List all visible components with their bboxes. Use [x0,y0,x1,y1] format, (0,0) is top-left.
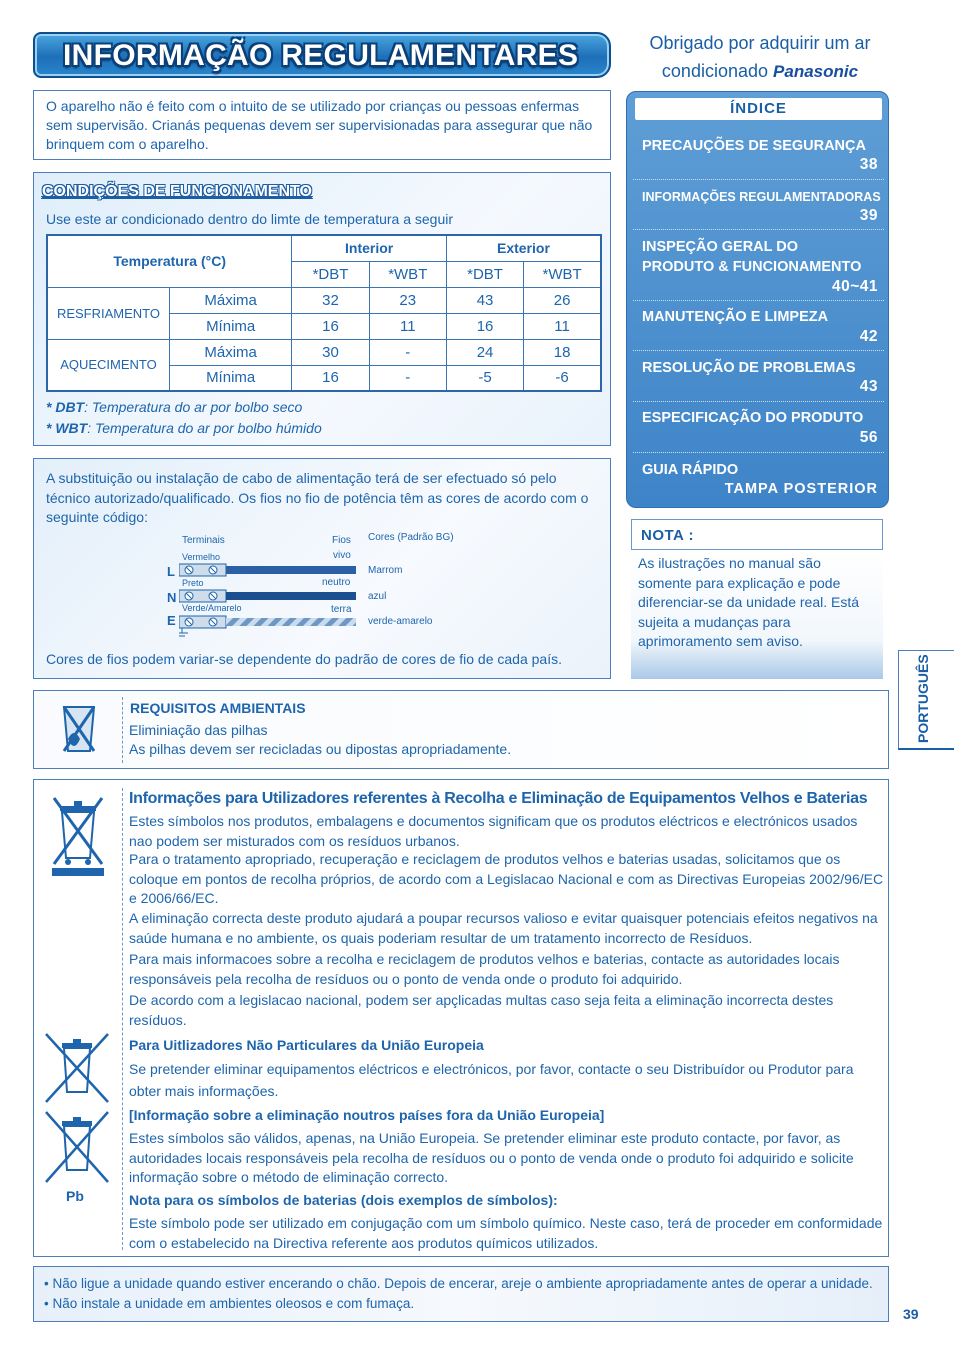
index-item-page: 43 [859,378,878,395]
battery-weee-icon [42,1110,112,1186]
operating-conditions-box [33,172,611,446]
note-text: : Temperatura do ar por bolbo seco [84,399,303,415]
outside-heading: [Informação sobre a eliminação noutros países fora da União Europeia] [129,1107,605,1123]
pb-label: Pb [66,1188,84,1204]
letter-n: N [167,590,177,605]
conditions-subtitle: Use este ar condicionado dentro do limte de temperatura a seguir [46,211,454,227]
col-header: *DBT [446,261,523,287]
index-item-label: MANUTENÇÃO E LIMPEZA [642,309,829,325]
note-wbt [46,418,322,439]
wiring-diagram-icon [179,559,359,639]
bg-color-n: azul [368,591,387,602]
wire-e: terra [331,604,352,615]
terminals-label: Terminais [182,535,225,546]
index-item-regulatory[interactable] [633,185,884,225]
index-item-page: TAMPA POSTERIOR [724,481,878,497]
page-title: INFORMAÇÃO REGULAMENTARES [63,39,579,72]
index-item-page: 56 [859,429,878,446]
terminal-color-e: Verde/Amarelo [182,603,242,613]
terminal-color-l: Vermelho [182,552,221,562]
letter-e: E [167,613,176,628]
weee-bin-icon-2 [42,1032,112,1104]
intro-text: O aparelho não é feito com o intuito de se utilizado por crianças ou pessoas enfermas sem supervisão. Crianás pequenas devem ser supervisionadas para assegurar que não brinquem com o aparelho. [46,98,593,152]
max-label: Máxima [169,339,291,365]
environment-line-1: Eliminiação das pilhas [129,722,268,738]
wires-label: Fios [332,535,351,546]
disposal-paragraph: A eliminação correcta deste produto ajudará a poupar recursos valioso e evitar quaisquer potenciais efeitos negativos na saúde humana e no ambiente, os quais poderiam resultar de um tratamento incorrecto de Resíduos. [129,910,878,946]
index-item-label: ESPECIFICAÇÃO DO PRODUTO [642,410,864,426]
note-key: * DBT [46,399,85,415]
max-label: Máxima [169,287,291,313]
table-cell: 11 [369,313,446,339]
interior-header: Interior [292,235,447,261]
thanks-note [630,29,890,86]
table-cell: 43 [446,287,523,313]
index-panel [626,91,889,508]
disposal-paragraph: Estes símbolos nos produtos, embalagens e documentos significam que os produtos eléctricos e electrónicos usados nao podem ser misturados com os resíduos urbanos. [129,813,858,849]
business-text: Se pretender eliminar equipamentos eléctricos e electrónicos, por favor, contacte o seu Distribuídor ou Produtor para obter mais informações. [129,1061,854,1099]
table-cell: 30 [292,339,369,365]
table-cell: 18 [524,339,601,365]
note-key: * WBT [46,420,88,436]
cooling-label: RESFRIAMENTO [47,287,169,339]
colors-header: Cores (Padrão BG) [368,532,454,543]
index-item-label: INSPEÇÃO GERAL DO [642,239,799,255]
divider [122,788,123,1250]
outside-text: Estes símbolos são válidos, apenas, na União Europeia. Se pretender eliminar este produto contacte, por favor, as autoridades locais responsáveis pela recolha de resíduos ou o ponto de venda onde o produto foi adquirido e solicite informação sobre o método de eliminação correcto. [129,1130,854,1185]
divider [122,697,123,763]
table-row [47,287,601,313]
col-header: *WBT [369,261,446,287]
nota-text: As ilustrações no manual são somente para explicação e pode diferenciar-se da unidade real. Está sujeita a mudanças para aprimoramento sem aviso. [638,555,860,649]
table-cell: -5 [446,365,523,391]
table-cell: 24 [446,339,523,365]
index-item-page: 42 [859,328,878,345]
terminal-color-n: Preto [182,578,204,588]
index-item-troubleshooting[interactable] [633,357,884,399]
nota-body [631,550,883,679]
environment-line-2: As pilhas devem ser recicladas ou dipostas apropriadamente. [129,741,512,757]
intro-box [33,90,611,160]
index-item-quick-guide[interactable] [633,459,884,501]
temperature-table [46,234,602,392]
footer-notes [33,1266,889,1322]
index-item-page: 40~41 [831,278,878,295]
bg-color-e: verde-amarelo [368,616,433,627]
environment-heading: REQUISITOS AMBIENTAIS [130,700,306,716]
title-banner [33,32,611,78]
disposal-paragraph: Para mais informacoes sobre a recolha e reciclagem de produtos velhos e baterias, contacte as autoridades locais responsáveis pela recolha de resíduos ou o ponto de venda onde o produto foi adquirido. [129,951,840,987]
bg-color-l: Marrom [368,565,403,576]
index-item-label: INFORMAÇÕES REGULAMENTADORAS [642,190,881,204]
table-cell: 16 [446,313,523,339]
col-header: *WBT [524,261,601,287]
table-row [47,339,601,365]
conditions-title: CONDIÇÕES DE FUNCIONAMENTO [42,183,312,200]
letter-l: L [167,564,175,579]
language-tab [898,650,954,750]
table-cell: 32 [292,287,369,313]
table-cell: 26 [524,287,601,313]
battery-heading: Nota para os símbolos de baterias (dois exemplos de símbolos): [129,1192,558,1208]
environment-box [33,690,889,769]
table-cell: - [369,339,446,365]
nota-header [631,519,883,550]
wiring-box [33,458,611,679]
thanks-line-1: Obrigado por adquirir um ar [649,33,871,53]
battery-bin-icon [56,699,102,759]
index-item-specification[interactable] [633,407,884,449]
nota-heading: NOTA : [641,527,694,544]
thanks-line-2-text: condicionado [661,61,769,81]
business-heading: Para Uitlizadores Não Particulares da União Europeia [129,1037,484,1053]
index-item-inspection[interactable] [633,236,884,298]
index-item-page: 39 [859,207,878,224]
temp-header: Temperatura (°C) [47,235,292,287]
index-item-page: 38 [859,156,878,173]
table-cell: -6 [524,365,601,391]
wiring-footer: Cores de fios podem variar-se dependente do padrão de cores de fio de cada país. [46,651,562,667]
footer-note-2: • Não instale a unidade em ambientes oleosos e com fumaça. [44,1296,415,1311]
index-item-label: PRECAUÇÕES DE SEGURANÇA [642,138,866,154]
disposal-heading: Informações para Utilizadores referentes à Recolha e Eliminação de Equipamentos Velhos e Baterias [129,790,868,807]
index-item-label: GUIA RÁPIDO [642,462,739,478]
col-header: *DBT [292,261,369,287]
index-item-safety[interactable] [633,135,884,175]
table-cell: 11 [524,313,601,339]
index-heading: ÍNDICE [635,98,882,120]
min-label: Mínima [169,313,291,339]
wire-n: neutro [322,577,351,588]
battery-text: Este símbolo pode ser utilizado em conjugação com um símbolo químico. Neste caso, terá de proceder em conformidade com o estabelecido na Directiva referente aos produtos químicos utilizados. [129,1215,883,1251]
table-cell: - [369,365,446,391]
language-label: PORTUGUÊS [915,654,931,743]
index-item-maintenance[interactable] [633,306,884,348]
weee-bin-icon [48,790,108,876]
page-number: 39 [903,1306,919,1322]
disposal-paragraph: De acordo com a legislacao nacional, podem ser apçlicadas multas caso seja feita a eliminação incorrecta destes resíduos. [129,992,834,1028]
brand-logo: Panasonic [773,62,859,81]
wire-l: vivo [333,550,351,561]
thanks-line-2 [630,57,890,86]
disposal-paragraph: Para o tratamento apropriado, recuperação e reciclagem de produtos velhos e baterias usadas, solicitamos que os coloque em pontos de recolha próprios, de acordo com a Legislacao Nacional e com as Directivas Europeias 2002/96/EC e 2006/66/EC. [129,851,884,906]
footer-note-1: • Não ligue a unidade quando estiver encerando o chão. Depois de encerar, areje o ambiente apropriadamente antes de operar a unidade. [44,1276,873,1291]
heating-label: AQUECIMENTO [47,339,169,391]
index-item-label: RESOLUÇÃO DE PROBLEMAS [642,360,856,376]
table-cell: 16 [292,365,369,391]
disposal-info-box [33,779,889,1257]
note-text: : Temperatura do ar por bolbo húmido [87,420,322,436]
note-dbt [46,397,322,418]
wiring-text: A substituição ou instalação de cabo de alimentação terá de ser efectuado só pelo técnico autorizado/qualificado. Os fios no fio de potência têm as cores de acordo com o seguinte código: [46,470,589,525]
exterior-header: Exterior [446,235,601,261]
table-notes [46,397,322,439]
index-item-label-2: PRODUTO & FUNCIONAMENTO [642,259,862,275]
min-label: Mínima [169,365,291,391]
table-cell: 23 [369,287,446,313]
table-cell: 16 [292,313,369,339]
